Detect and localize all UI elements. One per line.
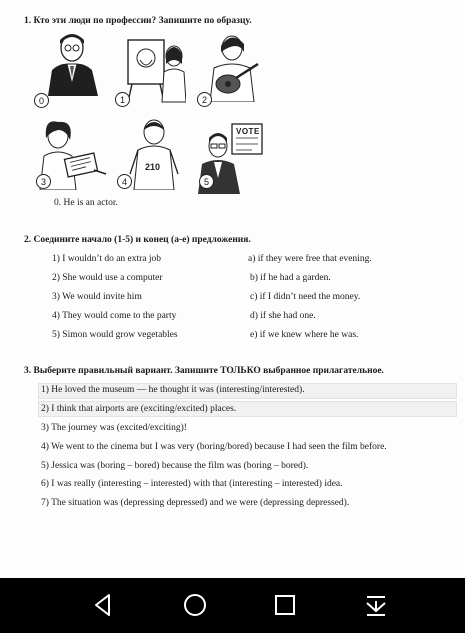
athlete-illustration: [126, 118, 182, 190]
task3-item-6: 6) I was really (interesting – interested) with that (interesting – interested) idea.: [41, 479, 343, 489]
musician-illustration: [202, 32, 262, 102]
task3-item-7: 7) The situation was (depressing depressed) and we were (depressing depressed).: [41, 498, 350, 508]
back-icon[interactable]: [88, 590, 118, 620]
picture-number-4: 4: [117, 174, 132, 189]
task2-title: 2. Соедините начало (1-5) и конец (a-e) предложения.: [24, 235, 251, 245]
task3-item-3: 3) The journey was (excited/exciting)!: [41, 423, 187, 433]
sentence-start-3: 3) We would invite him: [52, 292, 142, 302]
picture-number-0: 0: [34, 93, 49, 108]
system-navigation-bar: [0, 578, 465, 633]
task3-item-4: 4) We went to the cinema but I was very (boring/bored) because I had seen the film before.: [41, 442, 387, 452]
recents-icon[interactable]: [270, 590, 300, 620]
sentence-end-c: c) if I didn’t need the money.: [250, 292, 361, 302]
picture-number-5: 5: [199, 174, 214, 189]
sentence-end-b: b) if he had a garden.: [250, 273, 331, 283]
sentence-start-5: 5) Simon would grow vegetables: [52, 330, 178, 340]
svg-text:210: 210: [145, 162, 161, 172]
artist-illustration: [126, 36, 186, 104]
sentence-end-e: e) if we knew where he was.: [250, 330, 359, 340]
home-icon[interactable]: [180, 590, 210, 620]
picture-number-3: 3: [36, 174, 51, 189]
task3-title: 3. Выберите правильный вариант. Запишите ТОЛЬКО выбранное прилагательное.: [24, 366, 384, 376]
sentence-end-d: d) if she had one.: [250, 311, 316, 321]
task3-item-1: 1) He loved the museum — he thought it was (interesting/interested).: [41, 385, 305, 395]
actor-illustration: [40, 30, 105, 98]
picture-number-1: 1: [115, 92, 130, 107]
vote-sign-text: VOTE: [236, 127, 260, 136]
example-answer: 0. He is an actor.: [54, 198, 118, 208]
task1-title: 1. Кто эти люди по профессии? Запишите по образцу.: [24, 16, 252, 26]
task3-item-2: 2) I think that airports are (exciting/excited) places.: [41, 404, 237, 414]
download-icon[interactable]: [361, 590, 391, 620]
sentence-start-1: 1) I wouldn’t do an extra job: [52, 254, 162, 264]
sentence-start-4: 4) They would come to the party: [52, 311, 177, 321]
picture-number-2: 2: [197, 92, 212, 107]
sentence-start-2: 2) She would use a computer: [52, 273, 163, 283]
task3-item-5: 5) Jessica was (boring – bored) because the film was (boring – bored).: [41, 461, 309, 471]
sentence-end-a: a) if they were free that evening.: [248, 254, 372, 264]
